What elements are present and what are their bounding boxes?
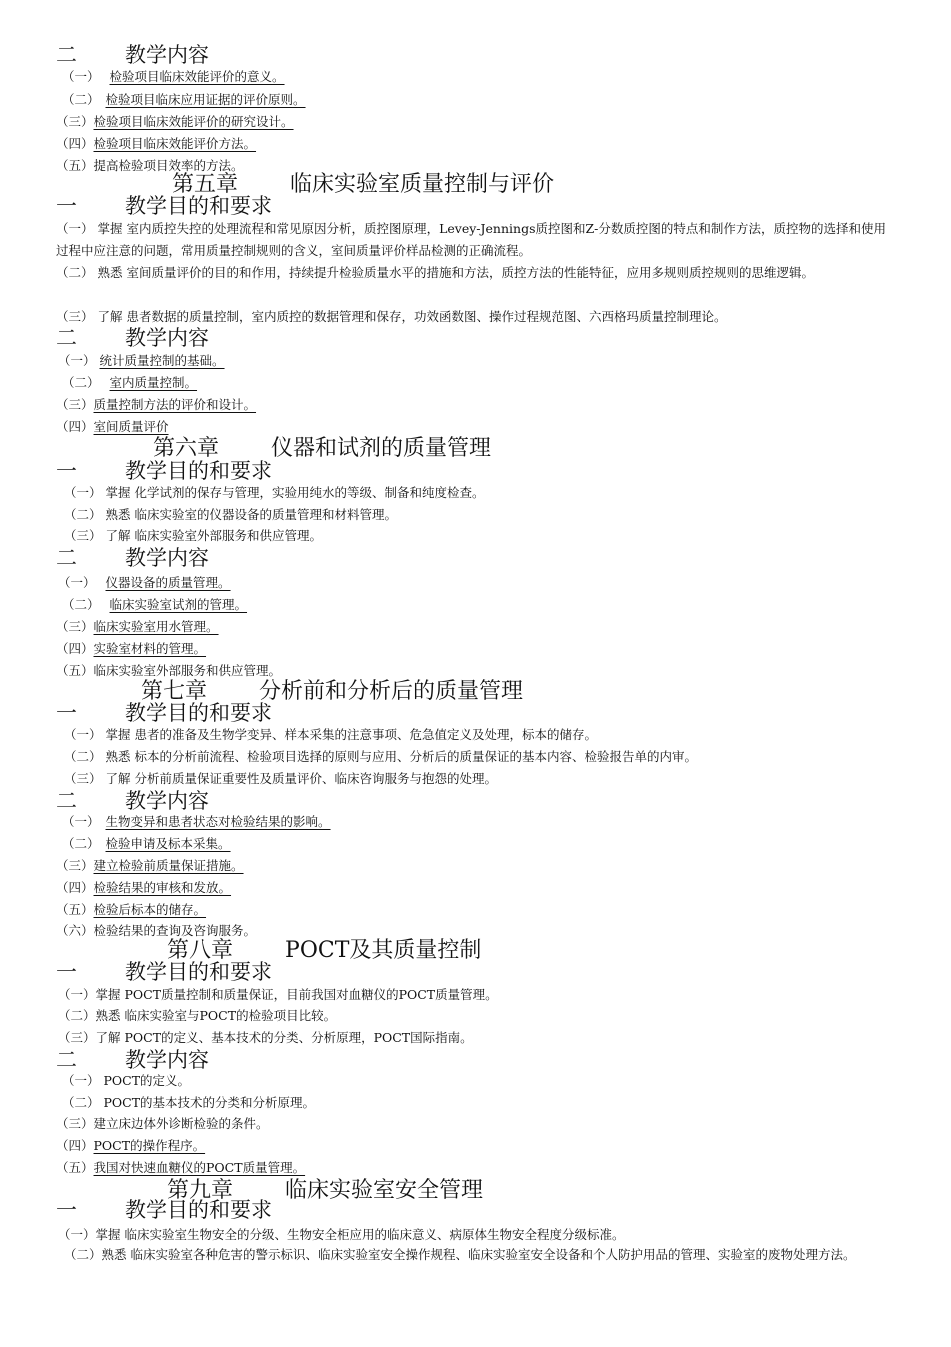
section-heading-content: 二 教学内容	[56, 326, 209, 350]
content-link[interactable]: 质量控制方法的评价和设计。	[93, 397, 257, 412]
content-link[interactable]: POCT的操作程序。	[93, 1138, 206, 1153]
section-heading-goals: 一 教学目的和要求	[56, 1198, 272, 1222]
goal-item: （二） 熟悉 室间质量评价的目的和作用，持续提升检验质量水平的措施和方法，质控方法的性能特征，应用多规则质控规则的思维逻辑。	[56, 265, 815, 280]
content-item: （二） 检验项目临床应用证据的评价原则。	[62, 92, 306, 107]
content-item: （五）我国对快速血糖仪的POCT质量管理。	[56, 1160, 306, 1175]
chapter-title: 第九章 临床实验室安全管理	[167, 1178, 484, 1203]
content-item: （三）建立检验前质量保证措施。	[56, 858, 244, 873]
section-heading-content: 二 教学内容	[56, 43, 209, 67]
section-heading-content: 二 教学内容	[56, 1048, 209, 1072]
section-heading-content: 二 教学内容	[56, 789, 209, 813]
goal-item: （三） 了解 患者数据的质量控制，室内质控的数据管理和保存，功效函数图、操作过程规范图、六西格玛质量控制理论。	[56, 309, 727, 324]
goal-item: （一） 掌握 患者的准备及生物学变异、样本采集的注意事项、危急值定义及处理，标本的储存。	[64, 727, 598, 742]
content-link[interactable]: 实验室材料的管理。	[93, 641, 207, 656]
content-item: （二） 检验申请及标本采集。	[62, 836, 231, 851]
content-item: （四）实验室材料的管理。	[56, 641, 207, 656]
content-item: （五）提高检验项目效率的方法。	[56, 158, 244, 173]
content-item: （一） 统计质量控制的基础。	[58, 353, 225, 368]
content-link[interactable]: 检验项目临床效能评价方法。	[93, 136, 257, 151]
content-item: （四）POCT的操作程序。	[56, 1138, 206, 1153]
content-item: （六）检验结果的查询及咨询服务。	[56, 923, 257, 938]
section-heading-goals: 一 教学目的和要求	[56, 194, 272, 218]
content-item: （四）检验结果的审核和发放。	[56, 880, 232, 895]
content-item: （三）检验项目临床效能评价的研究设计。	[56, 114, 294, 129]
content-item: （一） 检验项目临床效能评价的意义。	[62, 69, 285, 84]
content-link[interactable]: 建立检验前质量保证措施。	[93, 858, 244, 873]
content-item: （四）室间质量评价	[56, 419, 169, 434]
section-heading-goals: 一 教学目的和要求	[56, 459, 272, 483]
content-item: （四）检验项目临床效能评价方法。	[56, 136, 257, 151]
content-link[interactable]: 检验项目临床效能评价的研究设计。	[93, 114, 294, 129]
content-link[interactable]: 检验后标本的储存。	[93, 902, 207, 917]
content-link[interactable]: 统计质量控制的基础。	[99, 353, 225, 368]
goal-item: （一） 掌握 室内质控失控的处理流程和常见原因分析，质控图原理，Levey-Jennings质控图和Z-分数质控图的特点和制作方法，质控物的选择和使用过程中应注意的问题，常用质量控制规则的含义，室间质量评价样品检测的正确流程。	[56, 221, 886, 258]
goal-item: （三） 了解 临床实验室外部服务和供应管理。	[64, 528, 323, 543]
content-link[interactable]: 检验项目临床效能评价的意义。	[109, 69, 285, 84]
content-item: （三）临床实验室用水管理。	[56, 619, 219, 634]
content-item: （一） 仪器设备的质量管理。	[58, 575, 231, 590]
content-link[interactable]: 室间质量评价	[93, 419, 169, 434]
goal-item: （一）掌握 POCT质量控制和质量保证，目前我国对血糖仪的POCT质量管理。	[58, 987, 498, 1002]
content-item: （三）建立床边体外诊断检验的条件。	[56, 1116, 269, 1131]
content-link[interactable]: 检验项目临床应用证据的评价原则。	[105, 92, 306, 107]
goal-item: （二） 熟悉 标本的分析前流程、检验项目选择的原则与应用、分析后的质量保证的基本内容、检验报告单的内审。	[64, 749, 698, 764]
content-link[interactable]: 临床实验室试剂的管理。	[109, 597, 248, 612]
goal-item: （二）熟悉 临床实验室各种危害的警示标识、临床实验室安全操作规程、临床实验室安全设备和个人防护用品的管理、实验室的废物处理方法。	[64, 1247, 856, 1262]
chapter-title: 第五章 临床实验室质量控制与评价	[172, 172, 555, 197]
goal-item: （二）熟悉 临床实验室与POCT的检验项目比较。	[58, 1008, 337, 1023]
content-link[interactable]: 室内质量控制。	[109, 375, 198, 390]
content-item: （一） 生物变异和患者状态对检验结果的影响。	[62, 814, 331, 829]
content-link[interactable]: 我国对快速血糖仪的POCT质量管理。	[93, 1160, 306, 1175]
chapter-title: 第八章 POCT及其质量控制	[167, 938, 482, 963]
content-item: （二） POCT的基本技术的分类和分析原理。	[62, 1095, 316, 1110]
content-item: （五）临床实验室外部服务和供应管理。	[56, 663, 282, 678]
content-item: （五）检验后标本的储存。	[56, 902, 207, 917]
content-item: （一） POCT的定义。	[62, 1073, 191, 1088]
content-link[interactable]: 检验申请及标本采集。	[105, 836, 231, 851]
content-link[interactable]: 仪器设备的质量管理。	[105, 575, 231, 590]
content-item: （二） 临床实验室试剂的管理。	[62, 597, 248, 612]
section-heading-goals: 一 教学目的和要求	[56, 701, 272, 725]
section-heading-content: 二 教学内容	[56, 546, 209, 570]
content-link[interactable]: 临床实验室用水管理。	[93, 619, 219, 634]
section-heading-goals: 一 教学目的和要求	[56, 960, 272, 984]
content-item: （三）质量控制方法的评价和设计。	[56, 397, 257, 412]
goal-item: （一） 掌握 化学试剂的保存与管理，实验用纯水的等级、制备和纯度检查。	[64, 485, 485, 500]
goal-item: （三） 了解 分析前质量保证重要性及质量评价、临床咨询服务与抱怨的处理。	[64, 771, 498, 786]
chapter-title: 第七章 分析前和分析后的质量管理	[141, 679, 524, 704]
content-item: （二） 室内质量控制。	[62, 375, 198, 390]
content-link[interactable]: 生物变异和患者状态对检验结果的影响。	[105, 814, 331, 829]
goal-item: （一）掌握 临床实验室生物安全的分级、生物安全柜应用的临床意义、病原体生物安全程度分级标准。	[58, 1227, 625, 1242]
content-link[interactable]: 检验结果的审核和发放。	[93, 880, 232, 895]
goal-item: （三）了解 POCT的定义、基本技术的分类、分析原理，POCT国际指南。	[58, 1030, 473, 1045]
goal-item: （二） 熟悉 临床实验室的仪器设备的质量管理和材料管理。	[64, 507, 398, 522]
chapter-title: 第六章 仪器和试剂的质量管理	[153, 436, 492, 461]
